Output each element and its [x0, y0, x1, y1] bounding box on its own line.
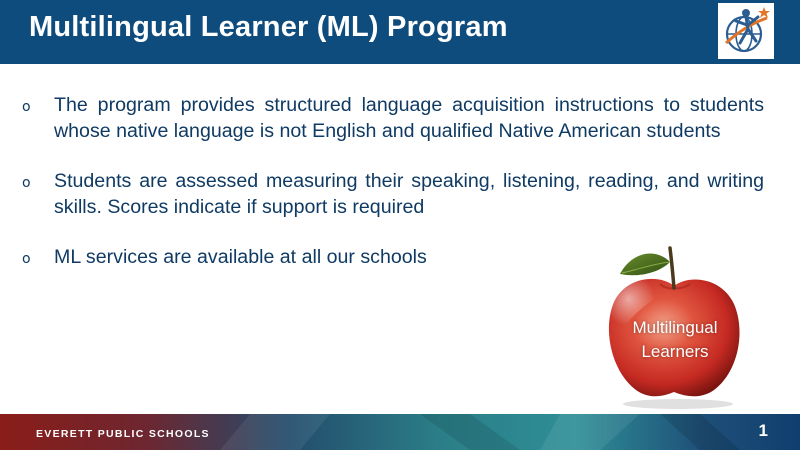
apple-label: Multilingual Learners: [632, 318, 718, 361]
slide-header: [0, 0, 800, 64]
bullet-text: ML services are available at all our schools: [54, 246, 427, 268]
bullet-marker: o: [22, 175, 31, 191]
footer-organization: EVERETT PUBLIC SCHOOLS: [36, 428, 210, 440]
everett-schools-logo-icon: [718, 3, 774, 59]
bullet-text: The program provides structured language acquisition instructions to students whose native language is not English and qualified Native American students: [54, 94, 764, 142]
bullet-item: [22, 168, 764, 220]
bullet-marker: o: [22, 99, 31, 115]
bullet-text: Students are assessed measuring their speaking, listening, reading, and writing skills. Scores indicate if support is required: [54, 170, 764, 218]
page-number: 1: [758, 421, 768, 440]
bullet-marker: o: [22, 251, 31, 267]
slide-title: Multilingual Learner (ML) Program: [29, 11, 508, 43]
bullet-item: [22, 92, 764, 144]
